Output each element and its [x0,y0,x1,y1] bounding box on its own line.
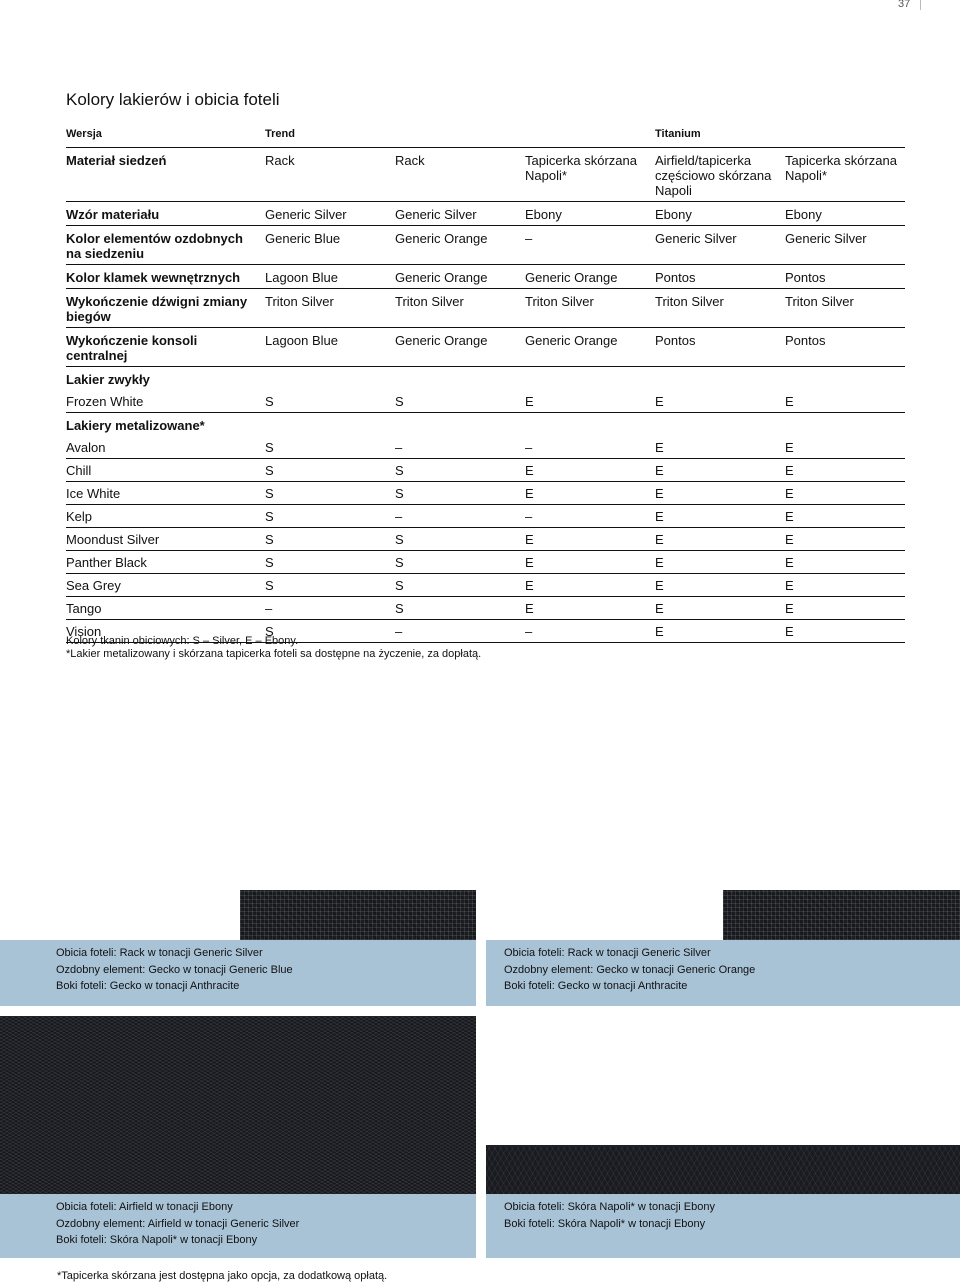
paint-availability: E [785,436,905,459]
paint-name: Panther Black [66,551,265,574]
spec-row [66,226,905,265]
paint-name: Tango [66,597,265,620]
page-number: 37 [898,0,911,10]
fabric-swatch-rack-blue [240,890,476,940]
section-heading: Lakiery metalizowane* [66,418,205,433]
spec-value: Generic Silver [785,226,905,265]
spec-value: Airfield/tapicerka częściowo skórzana Napoli [655,148,785,202]
paint-availability: S [265,620,395,643]
spec-row [66,265,905,289]
paint-row [66,459,905,482]
caption-rack-orange [486,940,960,1006]
spec-value: Rack [265,148,395,202]
paint-row [66,505,905,528]
paint-availability: E [655,574,785,597]
paint-row [66,482,905,505]
note-metallic: *Lakier metalizowany i skórzana tapicerka foteli sa dostępne na życzenie, za dopłatą. [66,648,482,660]
paint-availability: E [525,528,655,551]
note-fabric-legend: Kolory tkanin obiciowych: S – Silver, E – Ebony. [66,635,299,647]
spec-value: Pontos [785,328,905,367]
spec-value: Lagoon Blue [265,265,395,289]
spec-row [66,202,905,226]
spec-value: Generic Silver [265,202,395,226]
paint-availability: E [785,574,905,597]
caption-rack-blue [0,940,476,1006]
paint-availability: E [525,574,655,597]
caption-line: Ozdobny element: Gecko w tonacji Generic Blue [56,963,293,976]
spec-value: Generic Blue [265,226,395,265]
paint-availability: – [525,620,655,643]
paint-availability: S [265,482,395,505]
spec-value: Generic Orange [395,328,525,367]
footnote: *Tapicerka skórzana jest dostępna jako opcja, za dodatkową opłatą. [57,1270,388,1282]
spec-label: Wykończenie konsoli centralnej [66,328,265,367]
spec-label: Kolor klamek wewnętrznych [66,265,265,289]
paint-availability: S [265,574,395,597]
paint-availability: E [785,390,905,413]
paint-availability: E [525,482,655,505]
paint-row [66,390,905,413]
spec-row [66,328,905,367]
paint-name: Chill [66,459,265,482]
paint-availability: E [785,482,905,505]
caption-line: Obicia foteli: Skóra Napoli* w tonacji Ebony [504,1201,715,1213]
paint-availability: – [265,597,395,620]
spec-label: Materiał siedzeń [66,148,265,202]
paint-availability: E [655,505,785,528]
caption-line: Boki foteli: Gecko w tonacji Anthracite [504,980,688,992]
spec-value: Rack [395,148,525,202]
paint-row [66,574,905,597]
paint-availability: E [655,390,785,413]
spec-label: Wykończenie dźwigni zmiany biegów [66,289,265,328]
spec-value: Generic Orange [395,265,525,289]
paint-availability: S [265,551,395,574]
spec-value: Ebony [655,202,785,226]
paint-availability: E [785,505,905,528]
paint-availability: E [655,482,785,505]
paint-availability: – [395,620,525,643]
paint-availability: E [655,551,785,574]
paint-row [66,436,905,459]
paint-availability: E [525,597,655,620]
caption-line: Obicia foteli: Airfield w tonacji Ebony [56,1201,233,1213]
fabric-swatch-airfield [0,1016,476,1194]
paint-availability: S [395,551,525,574]
paint-availability: E [525,390,655,413]
paint-availability: S [265,436,395,459]
paint-name: Kelp [66,505,265,528]
paint-availability: S [265,459,395,482]
spec-value: Generic Silver [655,226,785,265]
section-heading-row [66,413,905,437]
paint-name: Avalon [66,436,265,459]
paint-availability: E [785,597,905,620]
header-titanium: Titanium [655,128,701,140]
spec-value: Triton Silver [785,289,905,328]
paint-availability: E [785,620,905,643]
table-header-row [66,125,905,148]
spec-value: Generic Orange [525,265,655,289]
paint-name: Frozen White [66,390,265,413]
paint-availability: S [265,505,395,528]
spec-value: Triton Silver [265,289,395,328]
paint-availability: S [395,574,525,597]
spec-value: Tapicerka skórzana Napoli* [785,148,905,202]
paint-availability: E [525,551,655,574]
spec-label: Kolor elementów ozdobnych na siedzeniu [66,226,265,265]
paint-availability: E [525,459,655,482]
paint-availability: E [785,528,905,551]
caption-line: Ozdobny element: Gecko w tonacji Generic Orange [504,963,756,976]
spec-value: Tapicerka skórzana Napoli* [525,148,655,202]
spec-value: Ebony [525,202,655,226]
paint-availability: E [655,436,785,459]
table-notes [66,635,481,661]
spec-value: Generic Orange [395,226,525,265]
section-heading: Lakier zwykły [66,372,150,387]
spec-value: Ebony [785,202,905,226]
paint-availability: – [395,505,525,528]
paint-availability: – [525,505,655,528]
paint-availability: S [265,390,395,413]
caption-line: Boki foteli: Skóra Napoli* w tonacji Ebony [504,1217,706,1230]
spec-value: Triton Silver [395,289,525,328]
caption-leather [486,1194,960,1258]
spec-row [66,148,905,202]
paint-row [66,597,905,620]
spec-value: Generic Orange [525,328,655,367]
spec-value: Lagoon Blue [265,328,395,367]
paint-name: Moondust Silver [66,528,265,551]
spec-value: Triton Silver [655,289,785,328]
spec-value: – [525,226,655,265]
paint-availability: S [395,459,525,482]
caption-line: Obicia foteli: Rack w tonacji Generic Silver [56,947,263,959]
section-heading-row [66,367,905,391]
paint-row [66,551,905,574]
spec-value: Pontos [655,265,785,289]
paint-availability: E [655,597,785,620]
paint-availability: E [785,551,905,574]
paint-name: Ice White [66,482,265,505]
paint-availability: S [265,528,395,551]
fabric-swatch-rack-orange [723,890,960,940]
page-corner-rule [920,0,921,10]
caption-airfield [0,1194,476,1258]
paint-availability: E [655,459,785,482]
spec-value: Pontos [785,265,905,289]
paint-availability: S [395,597,525,620]
paint-availability: S [395,390,525,413]
spec-row [66,289,905,328]
caption-line: Obicia foteli: Rack w tonacji Generic Silver [504,947,711,959]
paint-availability: S [395,528,525,551]
page-title: Kolory lakierów i obicia foteli [66,90,280,109]
paint-availability: E [785,459,905,482]
paint-name: Sea Grey [66,574,265,597]
spec-value: Generic Silver [395,202,525,226]
paint-name: Vision [66,620,265,643]
paint-row [66,528,905,551]
paint-availability: S [395,482,525,505]
header-trend: Trend [265,128,295,140]
caption-line: Boki foteli: Gecko w tonacji Anthracite [56,980,240,992]
spec-value: Pontos [655,328,785,367]
paint-upholstery-table [66,125,905,643]
spec-value: Triton Silver [525,289,655,328]
header-version-label: Wersja [66,128,102,140]
paint-availability: E [655,620,785,643]
fabric-swatch-leather [486,1145,960,1194]
spec-label: Wzór materiału [66,202,265,226]
caption-line: Boki foteli: Skóra Napoli* w tonacji Ebony [56,1234,258,1246]
caption-line: Ozdobny element: Airfield w tonacji Generic Silver [56,1217,300,1230]
paint-availability: – [525,436,655,459]
paint-availability: E [655,528,785,551]
paint-availability: – [395,436,525,459]
